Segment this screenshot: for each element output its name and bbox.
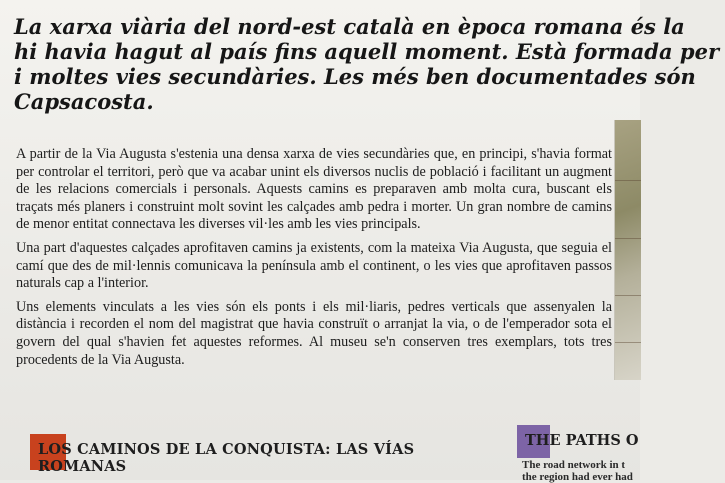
- lead-text: [14, 14, 720, 114]
- body-text: [16, 146, 612, 375]
- english-text-line: The road network in t: [522, 459, 626, 471]
- section-title-english: THE PATHS O: [525, 432, 639, 449]
- lead-line: La xarxa viària del nord-est català en època romana és la: [14, 14, 685, 39]
- lead-line: Capsacosta.: [14, 89, 154, 114]
- english-text-line: the region had ever had: [522, 471, 633, 483]
- body-paragraph: Uns elements vinculats a les vies són els ponts i els mil·liaris, pedres verticals que assenyalen la distància i recorden el nom del magistrat que havia construït o arranjat la via, o de l'emperador sota el govern del qual s'havien fet aquestes reformes. Al museu se'n conserven tres exemplars, tots tres procedents de la Via Augusta.: [16, 298, 612, 368]
- body-paragraph: Una part d'aquestes calçades aprofitaven camins ja existents, com la mateixa Via Augusta, que seguia el camí que des de mil·lennis comunicava la península amb el continent, o les vies que aprofitaven passos naturals cap a l'interior.: [16, 239, 612, 292]
- body-paragraph: A partir de la Via Augusta s'estenia una densa xarxa de vies secundàries que, en principi, s'havia format per controlar el territori, però que va acabar unint els diversos nuclis de població i facilitant un augment de les relacions comercials i personals. Aquests camins es preparaven amb molta cura, buscant els traçats més planers i construint molt sovint les calçades amb pedra i morter. Un gran nombre de camins de menor entitat connectava les diverses vil·les amb les vies principals.: [16, 146, 612, 233]
- section-english-text: [522, 459, 722, 483]
- section-title-spanish: LOS CAMINOS DE LA CONQUISTA: LAS VÍAS ROMANAS: [38, 441, 415, 475]
- lead-line: hi havia hagut al país fins aquell moment. Està formada per: [14, 39, 720, 64]
- map-image-edge: [614, 120, 641, 380]
- lead-line: i moltes vies secundàries. Les més ben documentades són: [14, 64, 696, 89]
